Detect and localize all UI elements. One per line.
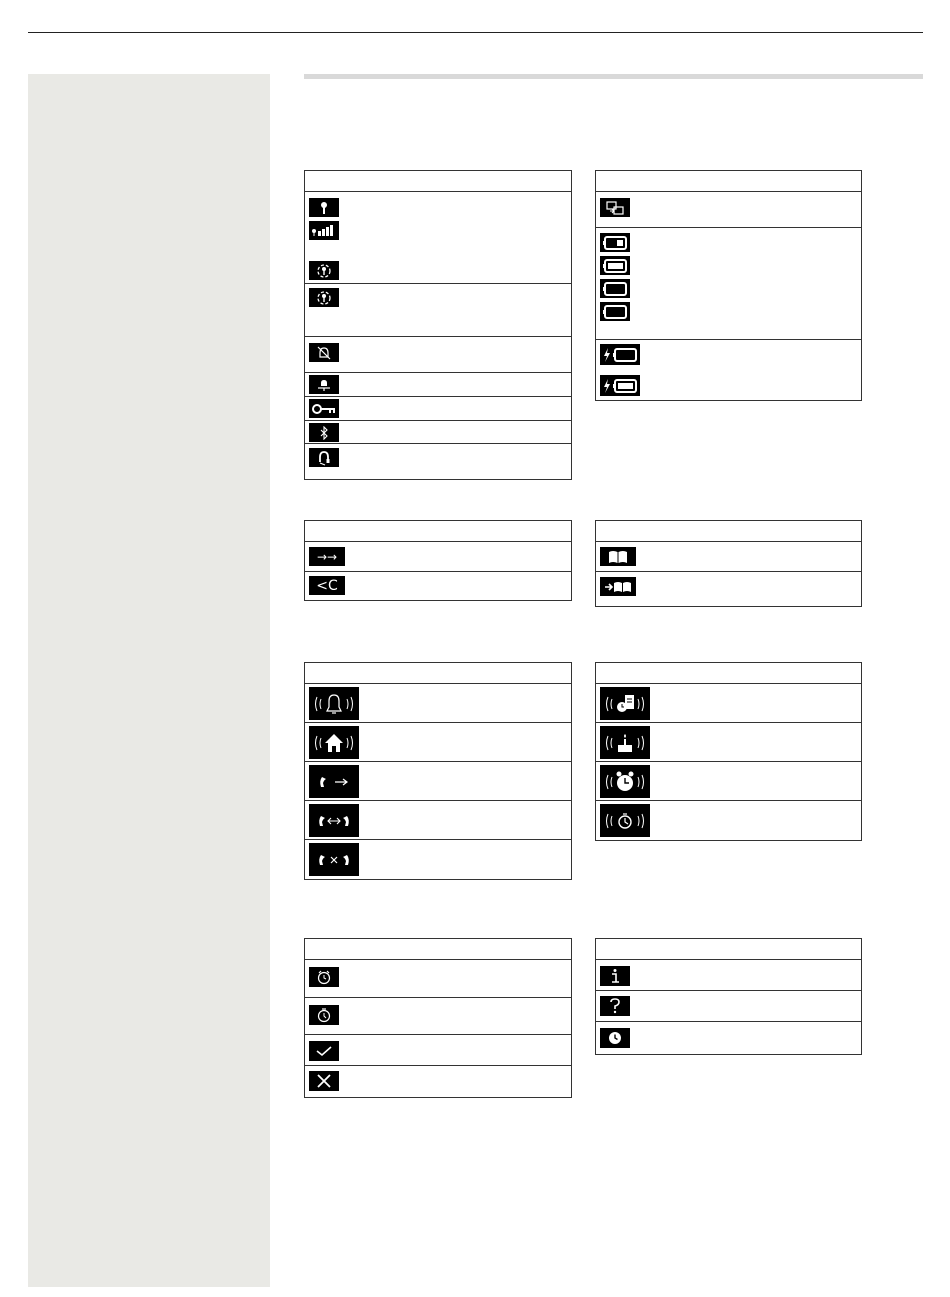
table-row bbox=[305, 192, 571, 284]
battery-low-icon bbox=[600, 233, 630, 252]
battery-empty-icon bbox=[600, 279, 630, 298]
table-header bbox=[305, 521, 571, 542]
call-ended-icon bbox=[309, 843, 359, 876]
ringing-bell-icon bbox=[309, 687, 359, 720]
table-row bbox=[596, 960, 861, 991]
table-row bbox=[596, 542, 861, 572]
alarm-clock-icon bbox=[309, 967, 339, 987]
ringing-home-icon bbox=[309, 726, 359, 759]
table-row bbox=[596, 684, 861, 723]
alarm-clock-ringing-icon bbox=[600, 765, 650, 798]
table-row bbox=[305, 1066, 571, 1097]
battery-charging-full-icon bbox=[600, 375, 640, 396]
table-header bbox=[596, 521, 861, 542]
info-icon bbox=[600, 966, 630, 986]
call-alert-icons-table bbox=[304, 662, 572, 880]
table-row bbox=[305, 998, 571, 1035]
table-row bbox=[596, 572, 861, 606]
timer-icon bbox=[309, 1005, 339, 1025]
table-row bbox=[305, 840, 571, 879]
appointment-alarm-icon bbox=[600, 687, 650, 720]
table-row bbox=[596, 991, 861, 1022]
ringer-beep-icon bbox=[309, 375, 339, 394]
table-row bbox=[305, 397, 571, 421]
timer-ringing-icon bbox=[600, 804, 650, 837]
call-outgoing-icon bbox=[309, 765, 359, 798]
table-header bbox=[305, 939, 571, 960]
table-header bbox=[596, 171, 861, 192]
table-header bbox=[305, 663, 571, 684]
reception-icon bbox=[309, 198, 339, 217]
table-row bbox=[305, 421, 571, 444]
table-row bbox=[596, 723, 861, 762]
table-row bbox=[305, 723, 571, 762]
table-row bbox=[305, 337, 571, 373]
headset-icon bbox=[309, 448, 339, 467]
table-row bbox=[305, 801, 571, 840]
question-icon bbox=[600, 996, 630, 1016]
table-row bbox=[305, 960, 571, 998]
phonebook-icon bbox=[600, 547, 636, 566]
table-row bbox=[305, 373, 571, 397]
key-icons-table bbox=[304, 520, 572, 601]
eco-mode-plus-icon bbox=[309, 288, 339, 307]
ringer-off-icon bbox=[309, 343, 339, 362]
checkmark-icon bbox=[309, 1041, 339, 1061]
call-forward-icon: →→ bbox=[309, 547, 345, 566]
table-row bbox=[305, 572, 571, 600]
bluetooth-icon bbox=[309, 423, 339, 442]
signal-strength-icon bbox=[309, 221, 339, 240]
page-top-rule bbox=[28, 32, 923, 33]
battery-full-icon bbox=[600, 256, 630, 275]
delete-left-icon: <C bbox=[309, 576, 345, 595]
eco-mode-icon bbox=[309, 261, 339, 280]
table-row bbox=[596, 1022, 861, 1053]
table-row bbox=[305, 762, 571, 801]
table-row bbox=[305, 1035, 571, 1066]
table-row bbox=[305, 542, 571, 572]
table-row bbox=[596, 228, 861, 340]
battery-icons-table bbox=[595, 170, 862, 401]
clock-icon bbox=[600, 1028, 630, 1048]
table-row bbox=[596, 801, 861, 840]
copy-to-phonebook-icon bbox=[600, 577, 636, 596]
message-icons-table bbox=[595, 938, 862, 1055]
table-row bbox=[305, 684, 571, 723]
directory-icons-table bbox=[595, 520, 862, 607]
cross-icon bbox=[309, 1071, 339, 1091]
call-transfer-icon bbox=[600, 198, 630, 217]
battery-charging-icon bbox=[600, 344, 640, 365]
table-row bbox=[305, 444, 571, 479]
battery-empty-2-icon bbox=[600, 302, 630, 321]
table-row bbox=[596, 340, 861, 401]
display-icons-table bbox=[304, 938, 572, 1098]
table-header bbox=[596, 939, 861, 960]
table-row bbox=[596, 192, 861, 228]
anniversary-alarm-icon bbox=[600, 726, 650, 759]
table-header bbox=[596, 663, 861, 684]
table-row bbox=[596, 762, 861, 801]
alarm-alert-icons-table bbox=[595, 662, 862, 841]
key-lock-icon bbox=[309, 399, 339, 418]
status-icons-table bbox=[304, 170, 572, 480]
margin-sidebar bbox=[28, 74, 270, 1287]
table-row bbox=[305, 284, 571, 337]
section-header-rule bbox=[304, 74, 923, 79]
call-internal-icon bbox=[309, 804, 359, 837]
table-header bbox=[305, 171, 571, 192]
